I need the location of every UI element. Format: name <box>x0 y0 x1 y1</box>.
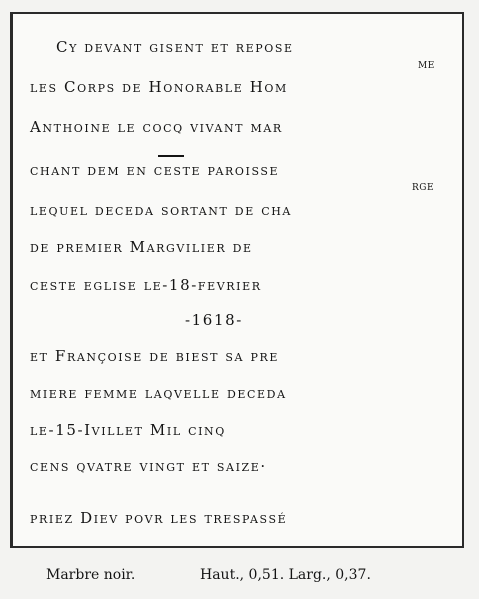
inscription-line-10: miere femme laqvelle deceda <box>30 384 287 402</box>
caption-material: Marbre noir. <box>46 567 136 583</box>
inscription-line-7: ceste eglise le-18-fevrier <box>30 276 262 294</box>
superscript-rge: RGE <box>412 183 435 193</box>
inscription-line-11: le-15-Ivillet Mil cinq <box>30 421 226 439</box>
superscript-me: ME <box>418 61 435 71</box>
inscription-line-3: Anthoine le cocq vivant mar <box>30 118 283 136</box>
inscription-line-8: -1618- <box>185 311 243 329</box>
inscription-line-4: chant dem en ceste paroisse <box>30 161 280 179</box>
inscription-line-9: et Françoise de biest sa pre <box>30 347 279 365</box>
caption-dimensions: Haut., 0,51. Larg., 0,37. <box>200 567 371 583</box>
abbreviation-mark <box>158 155 184 157</box>
inscription-line-6: de premier Margvilier de <box>30 238 253 256</box>
inscription-line-1: Cy devant gisent et repose <box>56 38 294 56</box>
inscription-line-5: lequel deceda sortant de cha <box>30 201 292 219</box>
inscription-line-13: priez Diev povr les trespassé <box>30 509 288 527</box>
inscription-line-2: les Corps de Honorable Hom <box>30 78 288 96</box>
inscription-line-12: cens qvatre vingt et saize· <box>30 457 267 475</box>
